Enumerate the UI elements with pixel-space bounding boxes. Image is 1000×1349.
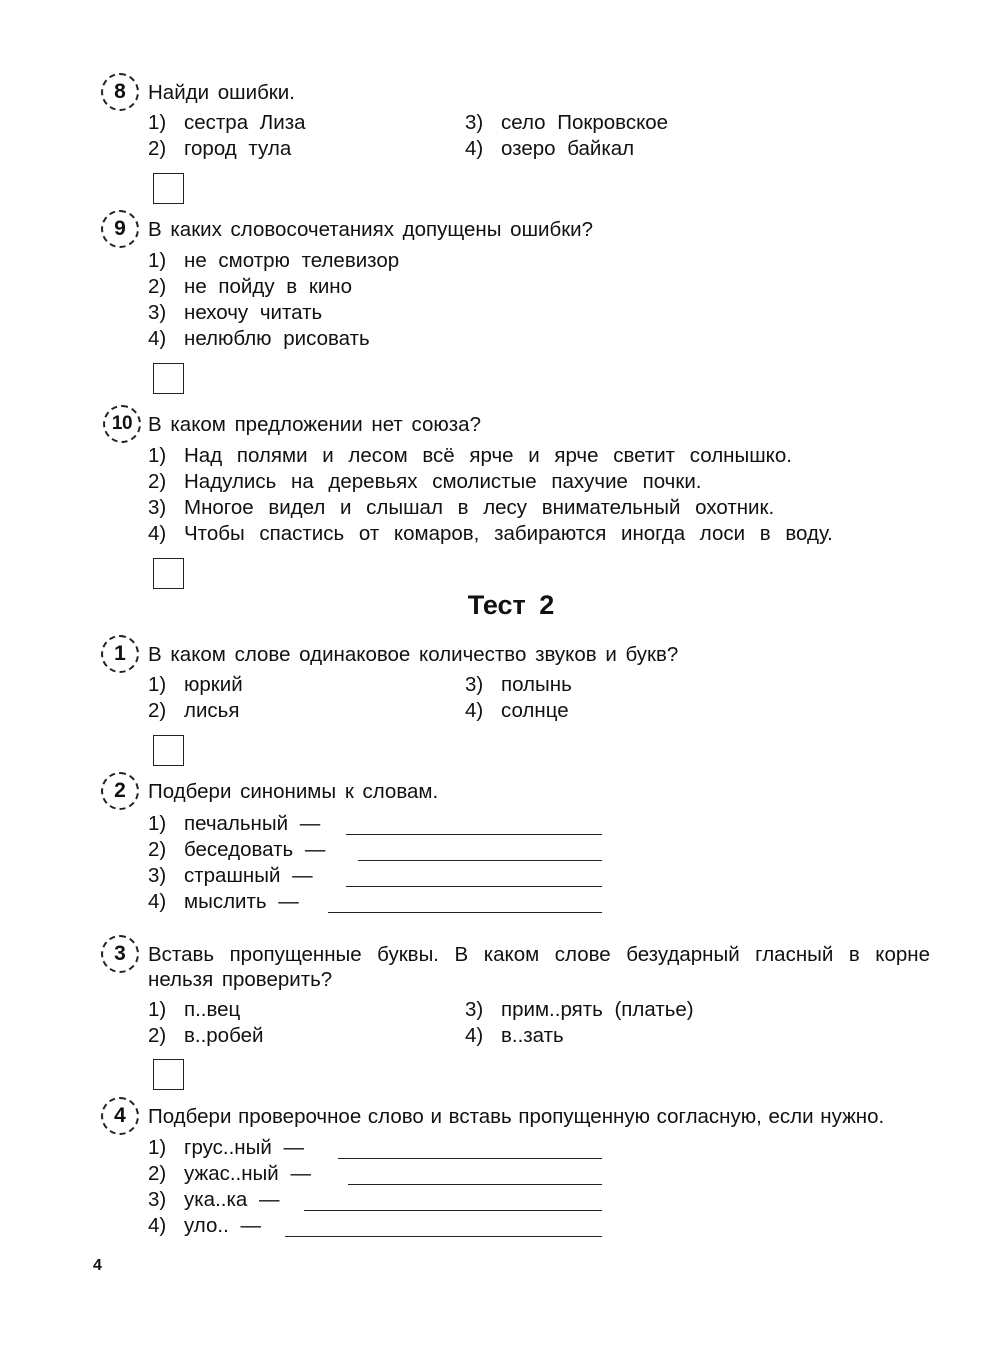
option: 1) грус..ный — xyxy=(148,1136,305,1159)
answer-box[interactable] xyxy=(153,173,184,204)
answer-box[interactable] xyxy=(153,558,184,589)
answer-line[interactable] xyxy=(328,892,602,913)
answer-line[interactable] xyxy=(348,1164,602,1185)
question-number-badge: 10 xyxy=(103,405,141,443)
answer-box[interactable] xyxy=(153,1059,184,1090)
answer-box[interactable] xyxy=(153,363,184,394)
option: 1) Над полями и лесом всё ярче и ярче светит солнышко. xyxy=(148,444,792,467)
answer-line[interactable] xyxy=(358,840,602,861)
option: 1) не смотрю телевизор xyxy=(148,249,400,272)
test-title: Тест 2 xyxy=(467,590,555,620)
question-number-badge: 8 xyxy=(101,73,139,111)
option: 2) Надулись на деревьях смолистые пахучие почки. xyxy=(148,470,702,493)
question-text: Вставь пропущенные буквы. В каком слове безударный гласный в корне нельзя проверить? xyxy=(148,943,930,991)
question-number-badge: 2 xyxy=(101,772,139,810)
option: 1) печальный — xyxy=(148,812,321,835)
answer-line[interactable] xyxy=(304,1190,602,1211)
question-text: Подбери синонимы к словам. xyxy=(148,780,439,803)
option: 4) солнце xyxy=(465,699,569,722)
option: 4) уло.. — xyxy=(148,1214,261,1237)
option: 4) мыслить — xyxy=(148,890,299,913)
option: 2) не пойду в кино xyxy=(148,275,353,298)
option: 4) нелюблю рисовать xyxy=(148,327,370,350)
question-text: В каком предложении нет союза? xyxy=(148,413,481,436)
question-number-badge: 1 xyxy=(101,635,139,673)
option: 3) Многое видел и слышал в лесу внимательный охотник. xyxy=(148,496,775,519)
option: 4) Чтобы спастись от комаров, забираются иногда лоси в воду. xyxy=(148,522,833,545)
option: 1) юркий xyxy=(148,673,243,696)
option: 2) беседовать — xyxy=(148,838,326,861)
option: 3) село Покровское xyxy=(465,111,669,134)
question-number-badge: 4 xyxy=(101,1097,139,1135)
option: 2) ужас..ный — xyxy=(148,1162,311,1185)
answer-line[interactable] xyxy=(346,814,602,835)
question-number-badge: 9 xyxy=(101,210,139,248)
option: 3) ука..ка — xyxy=(148,1188,280,1211)
option: 3) полынь xyxy=(465,673,572,696)
option: 4) озеро байкал xyxy=(465,137,635,160)
question-text: В каком слове одинаковое количество звуков и букв? xyxy=(148,643,679,666)
question-text: Подбери проверочное слово и вставь пропущенную согласную, если нужно. xyxy=(148,1105,885,1128)
option: 2) лисья xyxy=(148,699,240,722)
answer-line[interactable] xyxy=(285,1216,602,1237)
answer-box[interactable] xyxy=(153,735,184,766)
option: 3) страшный — xyxy=(148,864,313,887)
question-text: В каких словосочетаниях допущены ошибки? xyxy=(148,218,594,241)
answer-line[interactable] xyxy=(346,866,602,887)
option: 2) город тула xyxy=(148,137,292,160)
option: 2) в..робей xyxy=(148,1024,264,1047)
question-text: Найди ошибки. xyxy=(148,81,295,104)
page-number: 4 xyxy=(93,1257,102,1274)
option: 1) п..вец xyxy=(148,998,241,1021)
option: 4) в..зать xyxy=(465,1024,564,1047)
option: 1) сестра Лиза xyxy=(148,111,306,134)
question-number-badge: 3 xyxy=(101,935,139,973)
option: 3) нехочу читать xyxy=(148,301,323,324)
answer-line[interactable] xyxy=(338,1138,602,1159)
option: 3) прим..рять (платье) xyxy=(465,998,694,1021)
